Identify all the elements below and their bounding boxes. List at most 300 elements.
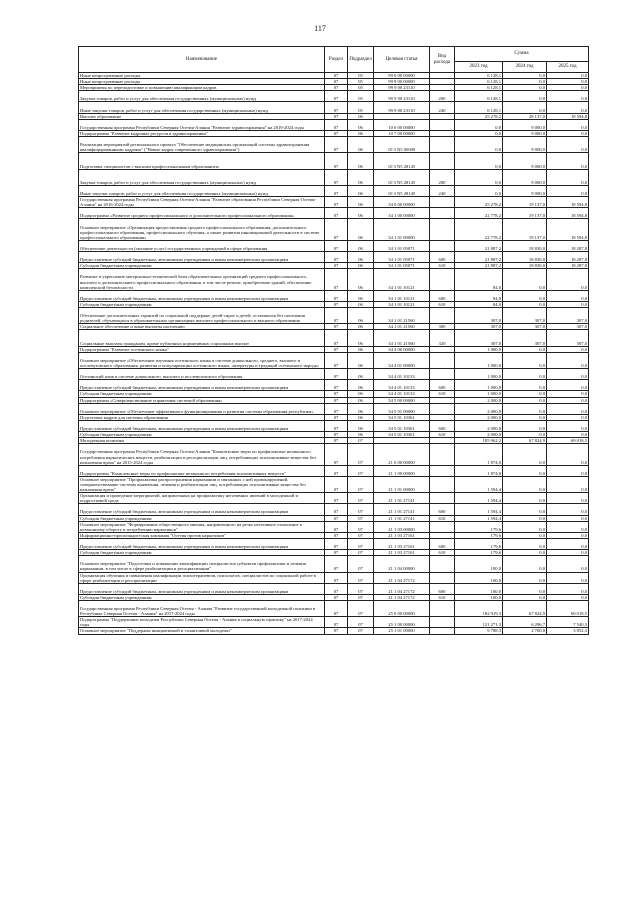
cell-name: Субсидии бюджетным учреждениям: [79, 594, 325, 600]
cell-target-article: 21 1 03 27161: [374, 538, 430, 549]
cell-expense-type: 600: [430, 252, 455, 263]
cell-expense-type: 300: [430, 324, 455, 330]
cell-target-article: 99 9 00 23110: [374, 102, 430, 113]
cell-target-article: 21 1 01 00000: [374, 476, 430, 492]
table-row: [79, 556, 589, 572]
cell-amount-2025: 0,0: [547, 79, 589, 85]
cell-amount-2025: 0,0: [547, 444, 589, 465]
cell-subsection: 06: [348, 240, 374, 251]
cell-amount-2025: 0,0: [547, 538, 589, 549]
cell-expense-type: [430, 197, 455, 208]
cell-expense-type: [430, 137, 455, 153]
cell-name: Субсидии бюджетным учреждениям: [79, 515, 325, 521]
cell-subsection: 07: [348, 521, 374, 532]
cell-name: Предоставление субсидий бюджетным, автономным учреждениям и иным некоммерческим организациям: [79, 420, 325, 431]
cell-subsection: 06: [348, 219, 374, 240]
cell-subsection: 06: [348, 324, 374, 330]
cell-amount-2024: 0,0: [503, 397, 547, 403]
table-row: [79, 91, 589, 102]
cell-amount-2025: 18 594,8: [547, 219, 589, 240]
cell-section: 07: [325, 185, 348, 196]
cell-section: 07: [325, 130, 348, 136]
cell-amount-2023: 179,6: [455, 532, 503, 538]
cell-target-article: 10 3 N5 28145: [374, 169, 430, 185]
cell-subsection: 07: [348, 628, 374, 634]
cell-amount-2024: 9 000,0: [503, 153, 547, 169]
cell-amount-2023: 2 000,0: [455, 420, 503, 431]
cell-section: 07: [325, 137, 348, 153]
cell-amount-2023: 307,0: [455, 324, 503, 330]
cell-target-article: 34 1 01 05071: [374, 240, 430, 251]
cell-subsection: 06: [348, 432, 374, 438]
cell-subsection: 07: [348, 538, 374, 549]
cell-amount-2024: 0,0: [503, 515, 547, 521]
cell-amount-2024: 0,0: [503, 85, 547, 91]
cell-subsection: 06: [348, 420, 374, 431]
cell-section: 07: [325, 369, 348, 380]
cell-subsection: 05: [348, 102, 374, 113]
table-row: [79, 208, 589, 219]
cell-section: 07: [325, 352, 348, 368]
cell-amount-2025: 0,0: [547, 572, 589, 583]
cell-amount-2023: 2 000,0: [455, 397, 503, 403]
cell-subsection: 06: [348, 380, 374, 391]
cell-amount-2025: 0,0: [547, 269, 589, 290]
cell-name: Подпрограмма "Развитие осетинского языка": [79, 346, 325, 352]
cell-expense-type: [430, 617, 455, 628]
cell-target-article: 34 4 01 00000: [374, 352, 430, 368]
cell-section: 07: [325, 290, 348, 301]
cell-amount-2024: 0,0: [503, 572, 547, 583]
cell-target-article: 21 1 00 00000: [374, 465, 430, 476]
cell-section: 07: [325, 594, 348, 600]
table-row: [79, 330, 589, 346]
cell-amount-2023: 1 874,0: [455, 444, 503, 465]
cell-section: 07: [325, 391, 348, 397]
cell-section: 07: [325, 91, 348, 102]
cell-name: Иные непрограммные расходы: [79, 73, 325, 79]
cell-amount-2024: 28 137,0: [503, 113, 547, 119]
cell-expense-type: [430, 269, 455, 290]
cell-expense-type: [430, 556, 455, 572]
cell-expense-type: 610: [430, 515, 455, 521]
cell-subsection: 06: [348, 346, 374, 352]
cell-target-article: 21 1 04 27172: [374, 583, 430, 594]
cell-subsection: 06: [348, 169, 374, 185]
cell-target-article: 21 1 03 00000: [374, 521, 430, 532]
cell-name: Основное мероприятие "Профилактика распространения наркомании и связанных с ней правонарушений, совершенствование системы выявления, лечения и реабилитации лиц, потребляющих психоактивные вещества без назначения врача": [79, 476, 325, 492]
cell-amount-2024: 0,0: [503, 521, 547, 532]
cell-amount-2025: 0,0: [547, 420, 589, 431]
cell-expense-type: [430, 572, 455, 583]
cell-amount-2024: 18 830,0: [503, 240, 547, 251]
cell-subsection: 06: [348, 153, 374, 169]
cell-expense-type: 610: [430, 550, 455, 556]
cell-target-article: 34 4 01 10133: [374, 380, 430, 391]
cell-section: 07: [325, 521, 348, 532]
cell-subsection: 06: [348, 130, 374, 136]
cell-amount-2024: 0,0: [503, 391, 547, 397]
cell-expense-type: [430, 219, 455, 240]
budget-table: [78, 46, 589, 635]
cell-amount-2023: 179,6: [455, 550, 503, 556]
table-row: [79, 219, 589, 240]
cell-section: 07: [325, 102, 348, 113]
cell-name: Основное мероприятие «Обеспечение эффективного функционирования и развития системы образования республики»: [79, 403, 325, 414]
cell-section: 07: [325, 153, 348, 169]
cell-name: Основное мероприятие "Подготовка и повышение квалификации специалистов субъектов профилактики и лечения наркомании, в том числе в сфере реабилитации и ресоциализации": [79, 556, 325, 572]
cell-amount-2025: 0,0: [547, 532, 589, 538]
cell-name: Основное мероприятие "Поддержка инициативной и талантливой молодежи": [79, 628, 325, 634]
cell-amount-2024: 0,0: [503, 538, 547, 549]
cell-subsection: 07: [348, 515, 374, 521]
cell-amount-2023: 1 594,4: [455, 493, 503, 504]
cell-amount-2024: 0,0: [503, 532, 547, 538]
cell-target-article: 21 1 01 27141: [374, 504, 430, 515]
cell-amount-2025: 0,0: [547, 515, 589, 521]
cell-amount-2023: 2 000,0: [455, 403, 503, 414]
cell-section: 07: [325, 269, 348, 290]
cell-expense-type: 610: [430, 391, 455, 397]
cell-subsection: 05: [348, 73, 374, 79]
cell-section: 07: [325, 330, 348, 346]
table-row: [79, 600, 589, 616]
cell-name: Подготовка кадров для системы образования: [79, 414, 325, 420]
cell-expense-type: 600: [430, 583, 455, 594]
cell-target-article: 21 1 01 27141: [374, 515, 430, 521]
cell-name: Подпрограмма «Совершенствование управления системой образования»: [79, 397, 325, 403]
cell-name: Иные закупки товаров, работ и услуг для обеспечения государственных (муниципальных) нужд: [79, 185, 325, 196]
cell-amount-2024: 0,0: [503, 444, 547, 465]
cell-amount-2023: 0,0: [455, 153, 503, 169]
cell-name: Основное мероприятие «Обеспечение изучения осетинского языка в системе дошкольного, среднего, высшего и послевузовского образования, развития и популяризации осетинского языка, литературы и традиций осетинского народа»: [79, 352, 325, 368]
cell-amount-2024: 0,0: [503, 91, 547, 102]
cell-amount-2024: 0,0: [503, 476, 547, 492]
cell-name: Информационно-пропагандистская кампания "Осетия против наркотиков": [79, 532, 325, 538]
cell-amount-2023: 1 000,0: [455, 346, 503, 352]
cell-subsection: 07: [348, 476, 374, 492]
cell-section: 07: [325, 252, 348, 263]
cell-target-article: 25 1 00 00000: [374, 617, 430, 628]
cell-section: 07: [325, 380, 348, 391]
cell-section: 07: [325, 572, 348, 583]
cell-section: 07: [325, 583, 348, 594]
cell-target-article: 99 0 00 00000: [374, 73, 430, 79]
cell-expense-type: [430, 369, 455, 380]
cell-amount-2024: 0,0: [503, 352, 547, 368]
cell-subsection: 07: [348, 504, 374, 515]
table-row: [79, 352, 589, 368]
cell-amount-2024: 0,0: [503, 301, 547, 307]
cell-amount-2023: 21 887,2: [455, 240, 503, 251]
cell-amount-2023: 9 788,3: [455, 628, 503, 634]
cell-amount-2025: 0,0: [547, 397, 589, 403]
cell-amount-2023: 1 874,0: [455, 465, 503, 476]
cell-target-article: 10 0 00 00000: [374, 119, 430, 130]
cell-subsection: 06: [348, 137, 374, 153]
cell-expense-type: 610: [430, 301, 455, 307]
cell-amount-2024: 19 137,0: [503, 208, 547, 219]
cell-target-article: 34 4 01 10133: [374, 391, 430, 397]
cell-subsection: 06: [348, 330, 374, 346]
cell-amount-2025: 0,0: [547, 493, 589, 504]
cell-amount-2023: 6 128,1: [455, 91, 503, 102]
cell-expense-type: 610: [430, 263, 455, 269]
cell-section: 07: [325, 73, 348, 79]
cell-amount-2023: 25 278,2: [455, 113, 503, 119]
cell-name: Реализация мероприятий регионального проекта "Обеспечение медицинских организаций системы здравоохранения квалифицированными кадрами" ("Новые кадры современного здравоохранения"): [79, 137, 325, 153]
cell-section: 07: [325, 403, 348, 414]
cell-amount-2025: 0,0: [547, 290, 589, 301]
cell-subsection: 06: [348, 391, 374, 397]
table-row: [79, 119, 589, 130]
cell-amount-2024: 6 296,7: [503, 617, 547, 628]
cell-subsection: 06: [348, 269, 374, 290]
header-expense-type: Вид расхода: [430, 47, 455, 73]
cell-amount-2024: 0,0: [503, 79, 547, 85]
cell-expense-type: 600: [430, 420, 455, 431]
cell-section: 07: [325, 465, 348, 476]
cell-section: 07: [325, 324, 348, 330]
cell-expense-type: [430, 240, 455, 251]
cell-name: Субсидии бюджетным учреждениям: [79, 432, 325, 438]
cell-amount-2023: 100,0: [455, 594, 503, 600]
cell-amount-2024: 307,0: [503, 324, 547, 330]
cell-target-article: 10 7 00 00000: [374, 130, 430, 136]
cell-amount-2024: 307,0: [503, 330, 547, 346]
cell-amount-2024: 0,0: [503, 73, 547, 79]
cell-expense-type: 610: [430, 432, 455, 438]
cell-amount-2023: 2 000,0: [455, 432, 503, 438]
cell-amount-2024: 0,0: [503, 102, 547, 113]
cell-name: Предоставление субсидий бюджетным, автономным учреждениям и иным некоммерческим организациям: [79, 290, 325, 301]
cell-name: Субсидии бюджетным учреждениям: [79, 263, 325, 269]
cell-amount-2023: 1 594,4: [455, 476, 503, 492]
cell-name: Подпрограмма "Комплексные меры по профилактике незаконного потребления психоактивных веществ": [79, 465, 325, 476]
cell-target-article: 34 0 00 00000: [374, 197, 430, 208]
cell-target-article: 10 3 N5 28145: [374, 153, 430, 169]
cell-amount-2023: 100,0: [455, 583, 503, 594]
cell-amount-2024: 0,0: [503, 269, 547, 290]
cell-section: 07: [325, 504, 348, 515]
cell-section: 07: [325, 617, 348, 628]
cell-amount-2023: 21 887,2: [455, 263, 503, 269]
cell-amount-2025: 0,0: [547, 550, 589, 556]
cell-target-article: 34 1 01 21560: [374, 330, 430, 346]
table-row: [79, 444, 589, 465]
cell-amount-2023: 0,0: [455, 137, 503, 153]
table-row: [79, 572, 589, 583]
cell-amount-2024: 0,0: [503, 550, 547, 556]
cell-amount-2023: 100,0: [455, 556, 503, 572]
cell-amount-2023: 22 778,2: [455, 208, 503, 219]
cell-amount-2023: 0,0: [455, 169, 503, 185]
cell-amount-2023: 2 000,0: [455, 414, 503, 420]
cell-section: 07: [325, 532, 348, 538]
cell-section: 07: [325, 85, 348, 91]
cell-expense-type: [430, 521, 455, 532]
cell-amount-2023: 84,0: [455, 301, 503, 307]
cell-amount-2025: 0,0: [547, 380, 589, 391]
cell-target-article: 34 5 01 10361: [374, 414, 430, 420]
cell-amount-2023: 179,6: [455, 538, 503, 549]
cell-amount-2023: 121 271,3: [455, 617, 503, 628]
cell-amount-2023: 0,0: [455, 130, 503, 136]
cell-section: 07: [325, 219, 348, 240]
cell-name: Закупка товаров, работ и услуг для обеспечения государственных (муниципальных) нужд: [79, 91, 325, 102]
cell-target-article: 21 1 01 27141: [374, 493, 430, 504]
cell-expense-type: 610: [430, 594, 455, 600]
cell-subsection: 07: [348, 550, 374, 556]
cell-amount-2025: 0,0: [547, 583, 589, 594]
cell-target-article: 34 4 00 00000: [374, 346, 430, 352]
cell-section: 07: [325, 263, 348, 269]
cell-amount-2023: 100,0: [455, 572, 503, 583]
cell-expense-type: [430, 153, 455, 169]
cell-name: Социальное обеспечение и иные выплаты населению: [79, 324, 325, 330]
cell-amount-2025: 0,0: [547, 137, 589, 153]
page-number: 117: [314, 24, 326, 33]
cell-expense-type: [430, 444, 455, 465]
cell-expense-type: 240: [430, 102, 455, 113]
cell-target-article: 21 1 03 27161: [374, 550, 430, 556]
cell-amount-2025: 0,0: [547, 85, 589, 91]
cell-target-article: 34 4 01 10133: [374, 369, 430, 380]
cell-name: Подпрограмма "Развитие кадровых ресурсов в здравоохранении": [79, 130, 325, 136]
cell-section: 07: [325, 308, 348, 324]
cell-amount-2024: 67 824,9: [503, 600, 547, 616]
cell-name: Субсидии бюджетным учреждениям: [79, 391, 325, 397]
cell-name: Подпрограмма "Поддержание молодежи Республики Северная Осетия - Алания в социальную практику" на 2017-2024 годы: [79, 617, 325, 628]
cell-subsection: 06: [348, 414, 374, 420]
cell-subsection: 05: [348, 79, 374, 85]
cell-amount-2023: 1 000,0: [455, 352, 503, 368]
header-year-2024: 2024 год: [503, 62, 547, 73]
cell-target-article: 99 9 00 00000: [374, 79, 430, 85]
cell-amount-2024: 0,0: [503, 583, 547, 594]
cell-subsection: 07: [348, 617, 374, 628]
cell-target-article: 34 1 01 21560: [374, 324, 430, 330]
cell-amount-2024: 0,0: [503, 493, 547, 504]
table-body: [79, 73, 589, 635]
table-row: [79, 521, 589, 532]
cell-expense-type: [430, 493, 455, 504]
cell-subsection: 07: [348, 572, 374, 583]
cell-amount-2024: 9 000,0: [503, 169, 547, 185]
cell-target-article: 34 5 01 00000: [374, 403, 430, 414]
cell-expense-type: 600: [430, 290, 455, 301]
cell-amount-2025: 307,0: [547, 330, 589, 346]
cell-amount-2023: 6 128,1: [455, 102, 503, 113]
cell-subsection: 06: [348, 208, 374, 219]
cell-name: Предоставление субсидий бюджетным, автономным учреждениям и иным некоммерческим организациям: [79, 252, 325, 263]
cell-name: Государственная программа Республики Северная Осетия - Алания "Развитие государственной молодежной политики в Республике Северная Осетия - Алания" на 2017-2024 годы: [79, 600, 325, 616]
cell-subsection: 06: [348, 119, 374, 130]
cell-amount-2023: 1 000,0: [455, 380, 503, 391]
cell-section: 07: [325, 476, 348, 492]
header-year-2023: 2023 год: [455, 62, 503, 73]
cell-name: Предоставление субсидий бюджетным, автономным учреждениям и иным некоммерческим организациям: [79, 380, 325, 391]
cell-expense-type: 200: [430, 169, 455, 185]
cell-amount-2023: 84,0: [455, 269, 503, 290]
cell-amount-2025: 0,0: [547, 352, 589, 368]
cell-amount-2024: 0,0: [503, 414, 547, 420]
cell-amount-2025: 0,0: [547, 91, 589, 102]
cell-amount-2023: 307,0: [455, 330, 503, 346]
cell-amount-2025: 0,0: [547, 391, 589, 397]
table-row: [79, 240, 589, 251]
cell-amount-2024: 0,0: [503, 504, 547, 515]
table-row: [79, 137, 589, 153]
cell-subsection: 05: [348, 91, 374, 102]
cell-amount-2024: 2 700,0: [503, 628, 547, 634]
table-row: [79, 403, 589, 414]
cell-target-article: 21 1 04 00000: [374, 556, 430, 572]
cell-expense-type: [430, 352, 455, 368]
cell-name: Социальные выплаты гражданам, кроме публичных нормативных социальных выплат: [79, 330, 325, 346]
cell-target-article: 21 0 00 00000: [374, 444, 430, 465]
cell-amount-2023: 6 128,1: [455, 79, 503, 85]
cell-amount-2025: 18 594,8: [547, 208, 589, 219]
cell-amount-2025: 0,0: [547, 521, 589, 532]
cell-name: Подготовка специалистов с высшим профессиональным образованием: [79, 153, 325, 169]
cell-amount-2023: 1 594,4: [455, 515, 503, 521]
table-row: [79, 493, 589, 504]
cell-section: 07: [325, 493, 348, 504]
table-row: [79, 369, 589, 380]
cell-subsection: 06: [348, 397, 374, 403]
cell-amount-2023: 6 128,1: [455, 73, 503, 79]
cell-amount-2023: 0,0: [455, 119, 503, 130]
cell-name: Основное мероприятие "Формирование общественного мнения, направленного на резко негативное отношение к незаконному обороту и потреблению наркотиков": [79, 521, 325, 532]
cell-target-article: 34 1 01 10121: [374, 290, 430, 301]
cell-section: 07: [325, 550, 348, 556]
cell-name: Развитие и укрепление материально-технической базы образовательных организаций среднего профессионального, высшего и дополнительного профессионального образования, в том числе ремонт, приобретение зданий, обеспечение комплексной безопасности: [79, 269, 325, 290]
header-name: Наименование: [79, 47, 325, 73]
cell-expense-type: [430, 628, 455, 634]
cell-amount-2024: 0,0: [503, 346, 547, 352]
header-target-article: Целевая статья: [374, 47, 430, 73]
cell-amount-2023: 25 278,2: [455, 197, 503, 208]
cell-amount-2025: 0,0: [547, 594, 589, 600]
cell-section: 07: [325, 346, 348, 352]
cell-subsection: 06: [348, 252, 374, 263]
cell-name: Осетинский язык в системе дошкольного, высшего и послевузовского образования: [79, 369, 325, 380]
header-subsection: Подраздел: [348, 47, 374, 73]
cell-name: Предоставление субсидий бюджетным, автономным учреждениям и иным некоммерческим организациям: [79, 583, 325, 594]
table-row: [79, 252, 589, 263]
cell-subsection: 07: [348, 444, 374, 465]
cell-section: 07: [325, 301, 348, 307]
cell-expense-type: 600: [430, 538, 455, 549]
cell-section: 07: [325, 556, 348, 572]
cell-target-article: 99 9 00 23110: [374, 91, 430, 102]
cell-amount-2024: 67 824,9: [503, 438, 547, 444]
cell-amount-2025: 0,0: [547, 403, 589, 414]
cell-amount-2025: 69 018,5: [547, 600, 589, 616]
cell-amount-2023: 1 000,0: [455, 369, 503, 380]
cell-expense-type: [430, 308, 455, 324]
cell-amount-2024: 19 137,0: [503, 197, 547, 208]
cell-amount-2024: 0,0: [503, 420, 547, 431]
cell-name: Иные закупки товаров, работ и услуг для обеспечения государственных (муниципальных) нужд: [79, 102, 325, 113]
cell-amount-2025: 0,0: [547, 346, 589, 352]
table-row: [79, 617, 589, 628]
cell-expense-type: [430, 476, 455, 492]
cell-subsection: 07: [348, 594, 374, 600]
cell-amount-2024: 0,0: [503, 403, 547, 414]
cell-section: 07: [325, 240, 348, 251]
